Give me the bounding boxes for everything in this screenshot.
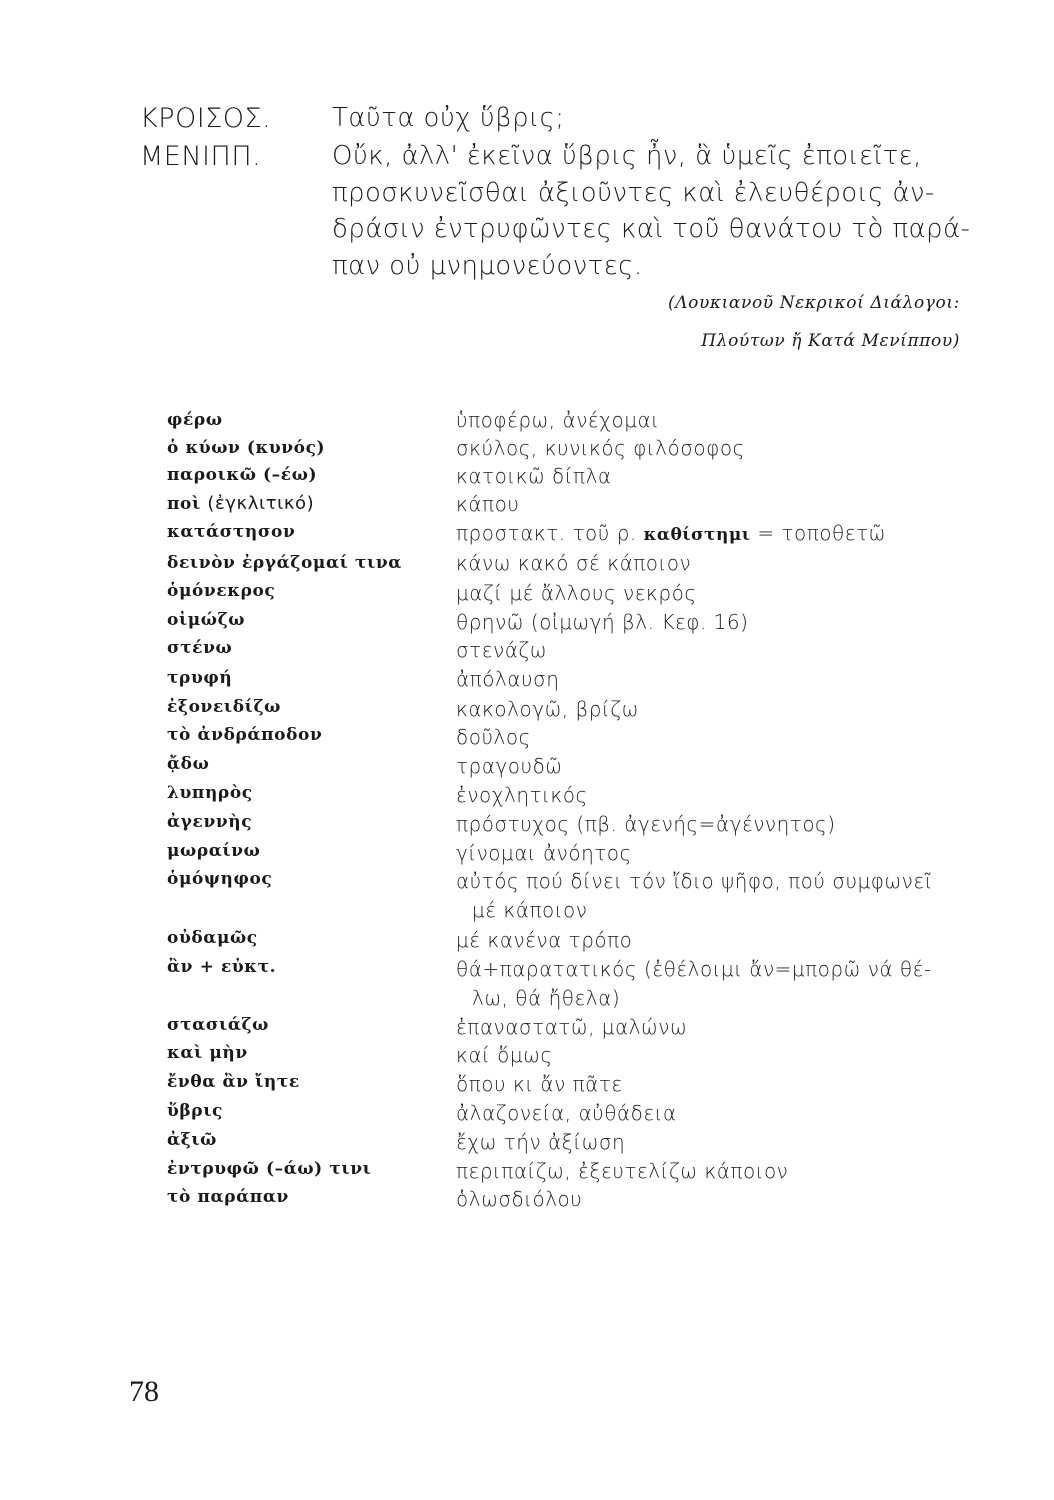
- dialogue-line: προσκυνεῖσθαι ἀξιοῦντες καὶ ἐλευθέροις ἀν-: [332, 178, 935, 208]
- vocab-definition: θά+παρατατικός (ἐθέλοιμι ἄν=μπορῶ νά θέ-: [456, 957, 932, 981]
- speaker-menippos: ΜΕΝΙΠΠ.: [140, 141, 262, 172]
- dialogue-line: Οὔκ, ἀλλ' ἐκεῖνα ὕβρις ἦν, ἃ ὑμεῖς ἐποιεῖτε,: [332, 141, 922, 171]
- vocab-def-suffix: = τοποθετῶ: [757, 521, 886, 545]
- vocab-term: ἀγεννὴς: [167, 812, 253, 832]
- vocab-definition: κάπου: [456, 492, 520, 516]
- vocab-definition: δοῦλος: [456, 725, 531, 749]
- vocab-definition: πρόστυχος (πβ. ἀγενής=ἀγέννητος): [456, 812, 836, 836]
- vocab-definition: μαζί μέ ἄλλους νεκρός: [456, 581, 697, 605]
- vocab-definition: ὅπου κι ἄν πᾶτε: [456, 1072, 623, 1096]
- vocab-term: οἰμώζω: [167, 610, 246, 630]
- vocab-term: ἂν + εὐκτ.: [167, 957, 277, 977]
- vocab-term: τὸ παράπαν: [167, 1187, 289, 1207]
- vocab-term: ὁμόψηφος: [167, 869, 273, 889]
- vocab-definition: καί ὅμως: [456, 1043, 553, 1067]
- vocab-term: στασιάζω: [167, 1015, 269, 1035]
- vocab-term: ἔνθα ἂν ἴητε: [167, 1072, 300, 1092]
- vocab-definition: [456, 521, 886, 545]
- vocab-term: [167, 493, 314, 514]
- vocab-definition: περιπαίζω, ἐξευτελίζω κάποιον: [456, 1159, 789, 1183]
- vocab-definition-continuation: μέ κάποιον: [472, 898, 588, 922]
- vocab-term-word: ποὶ: [167, 494, 201, 514]
- vocab-definition: στενάζω: [456, 638, 548, 662]
- source-citation: (Λουκιανοῦ Νεκρικοί Διάλογοι:: [668, 293, 960, 313]
- vocab-term: φέρω: [167, 410, 223, 430]
- vocab-definition: κακολογῶ, βρίζω: [456, 697, 639, 721]
- page-number: 78: [129, 1375, 159, 1408]
- vocab-definition: ἀλαζονεία, αὐθάδεια: [456, 1101, 677, 1125]
- vocab-term: στένω: [167, 638, 233, 658]
- speaker-kroisos: ΚΡΟΙΣΟΣ.: [140, 103, 272, 134]
- vocab-definition: σκύλος, κυνικός φιλόσοφος: [456, 436, 745, 460]
- vocab-term: κατάστησον: [167, 522, 296, 542]
- vocab-term: ὁμόνεκρος: [167, 581, 276, 601]
- vocab-def-prefix: προστακτ. τοῦ ρ.: [456, 521, 637, 545]
- vocab-definition: ἀπόλαυση: [456, 667, 560, 691]
- vocab-def-bold: καθίστημι: [643, 525, 751, 545]
- vocab-definition: κάνω κακό σέ κάποιον: [456, 551, 692, 575]
- vocab-term: ᾄδω: [167, 754, 210, 774]
- dialogue-line: Ταῦτα οὐχ ὕβρις;: [332, 103, 565, 133]
- vocab-definition: θρηνῶ (οἰμωγή βλ. Κεφ. 16): [456, 610, 749, 634]
- vocab-definition: κατοικῶ δίπλα: [456, 464, 612, 488]
- vocab-definition: ἐπαναστατῶ, μαλώνω: [456, 1015, 688, 1039]
- vocab-definition: ὑποφέρω, ἀνέχομαι: [456, 408, 660, 432]
- vocab-definition: γίνομαι ἀνόητος: [456, 841, 632, 865]
- vocab-term-note: (ἐγκλιτικό): [207, 493, 315, 514]
- vocab-term: ἐξονειδίζω: [167, 697, 281, 717]
- vocab-term: ἐντρυφῶ (–άω) τινι: [167, 1159, 372, 1179]
- dialogue-line: δράσιν ἐντρυφῶντες καὶ τοῦ θανάτου τὸ παρά-: [332, 214, 971, 244]
- vocab-definition-continuation: λω, θά ἤθελα): [472, 986, 621, 1010]
- vocab-term: ἀξιῶ: [167, 1130, 217, 1150]
- vocab-term: τὸ ἀνδράποδον: [167, 725, 323, 745]
- vocab-definition: τραγουδῶ: [456, 754, 563, 778]
- vocab-definition: ἐνοχλητικός: [456, 783, 588, 807]
- vocab-term: τρυφή: [167, 668, 233, 688]
- vocab-definition: μέ κανένα τρόπο: [456, 928, 633, 952]
- vocab-term: παροικῶ (–έω): [167, 465, 318, 485]
- source-citation: Πλούτων ἤ Κατά Μενίππου): [701, 331, 960, 351]
- vocab-definition: ὁλωσδιόλου: [456, 1187, 583, 1211]
- vocab-definition: αὐτός πού δίνει τόν ἴδιο ψῆφο, πού συμφωνεῖ: [456, 869, 932, 893]
- vocab-definition: ἔχω τήν ἀξίωση: [456, 1130, 626, 1154]
- vocab-term: ὕβρις: [167, 1101, 223, 1121]
- dialogue-line: παν οὐ μνημονεύοντες.: [332, 251, 643, 281]
- vocab-term: δεινὸν ἐργάζομαί τινα: [167, 553, 402, 573]
- vocab-term: οὐδαμῶς: [167, 928, 258, 948]
- vocab-term: ὁ κύων (κυνός): [167, 438, 326, 458]
- vocab-term: καὶ μὴν: [167, 1043, 248, 1063]
- vocab-term: λυπηρὸς: [167, 783, 253, 803]
- vocab-term: μωραίνω: [167, 841, 261, 861]
